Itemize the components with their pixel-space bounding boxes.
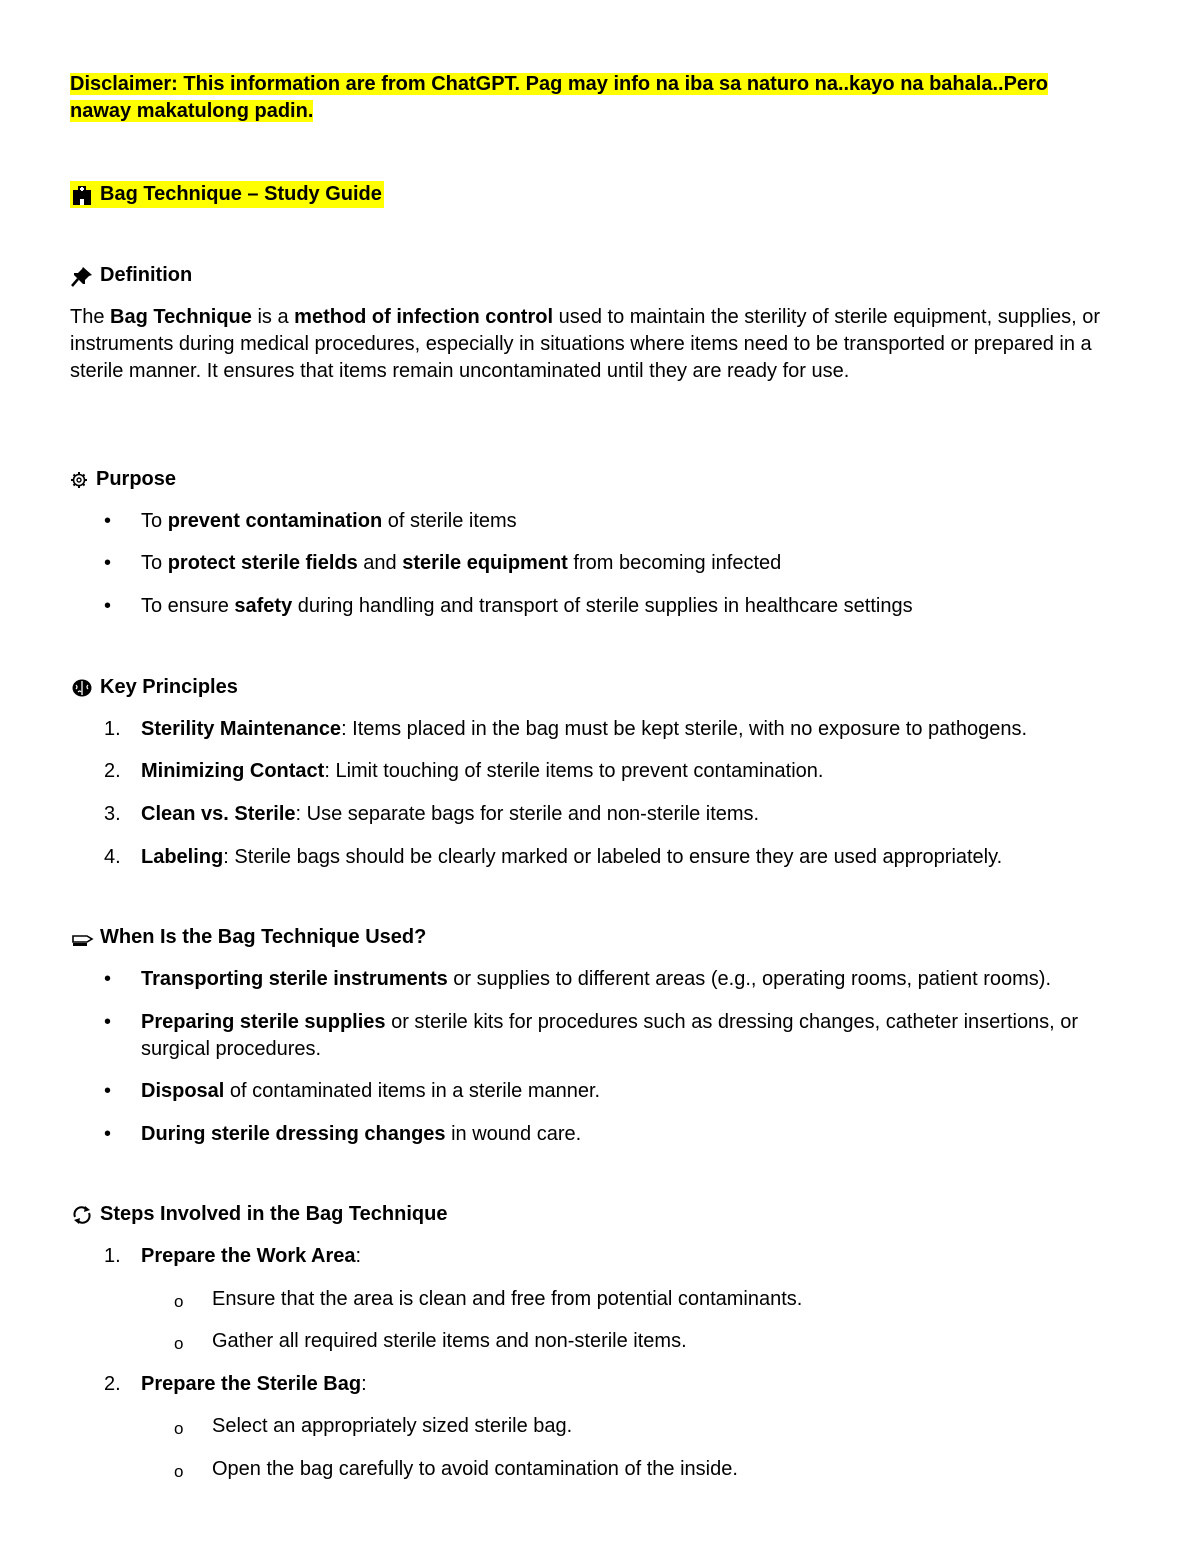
- document-title: [70, 181, 1140, 214]
- gear-icon: [70, 469, 90, 491]
- definition-heading: Definition: [70, 262, 1140, 289]
- brain-icon: [70, 677, 94, 699]
- pushpin-icon: [70, 265, 94, 287]
- disclaimer-line-1: Disclaimer: This information are from ChatGPT. Pag may info na iba sa naturo na..kayo na bahala..Pero: [70, 73, 1049, 95]
- when-heading: When Is the Bag Technique Used?: [70, 924, 1140, 951]
- definition-paragraph: The Bag Technique is a method of infection control used to maintain the sterility of sterile equipment, supplies, or instruments during medical procedures, especially in situations where items need to be transported or prepared in a sterile manner. It ensures that items remain uncontaminated until they are ready for use.: [70, 306, 1100, 382]
- term-bag-technique: Bag Technique: [110, 306, 252, 328]
- disclaimer-line-2: naway makatulong padin.: [70, 100, 314, 122]
- hospital-icon: [70, 184, 94, 206]
- label-tag-icon: [70, 927, 94, 949]
- term-infection-control: method of infection control: [294, 306, 554, 328]
- disclaimer: [70, 71, 1140, 125]
- title-text: Bag Technique – Study Guide: [100, 183, 382, 205]
- document-page: Disclaimer: This information are from ChatGPT. Pag may info na iba sa naturo na..kayo na bahala..Pero naway makatulong padin. Bag Technique – Study Guide Definition The Bag Technique is a method of infection control used to maintain the sterility of sterile equipment, supplies, or instruments during medical procedures, especially in situations where items need to be transported or prepared in a sterile manner. It ensures that items remain uncontaminated until they are ready for use. Purpose • To prevent contamination of sterile items • To protect sterile fields and sterile equipment from becoming infected • To ensure safety during handling and transport of sterile supplies in healthcare settings Key Principles 1. Sterility Maintenance: Items placed in the bag must be kept sterile, with no exposure to pathogens. 2. Minimizing Contact: Limit touching of sterile items to prevent contamination. 3. Clean vs. Sterile: Use separate bags for sterile and non-sterile items. 4. Labeling: Sterile bags should be clearly marked or labeled to ensure they are used appropriately. When Is the Bag Technique Used? • Transporting sterile instruments or supplies to different areas (e.g., operating rooms, patient rooms). • Preparing sterile supplies or sterile kits for procedures such as dressing changes, catheter insertions, or surgical procedures. • Disposal of contaminated items in a sterile manner. • During sterile dressing changes in wound care. Steps Involved in the Bag Technique 1. Prepare the Work Area: o Ensure that the area is clean and free from potential contaminants. o Gather all required sterile items and non-sterile items. 2. Prepare the Sterile Bag: o Select an appropriately sized sterile bag. o Open the bag carefully to avoid contamination of the inside.: [0, 0, 1200, 1553]
- principles-heading: Key Principles: [70, 674, 1140, 701]
- purpose-heading: Purpose: [70, 466, 1140, 493]
- cycle-arrows-icon: [70, 1204, 94, 1226]
- steps-heading: Steps Involved in the Bag Technique: [70, 1201, 1140, 1228]
